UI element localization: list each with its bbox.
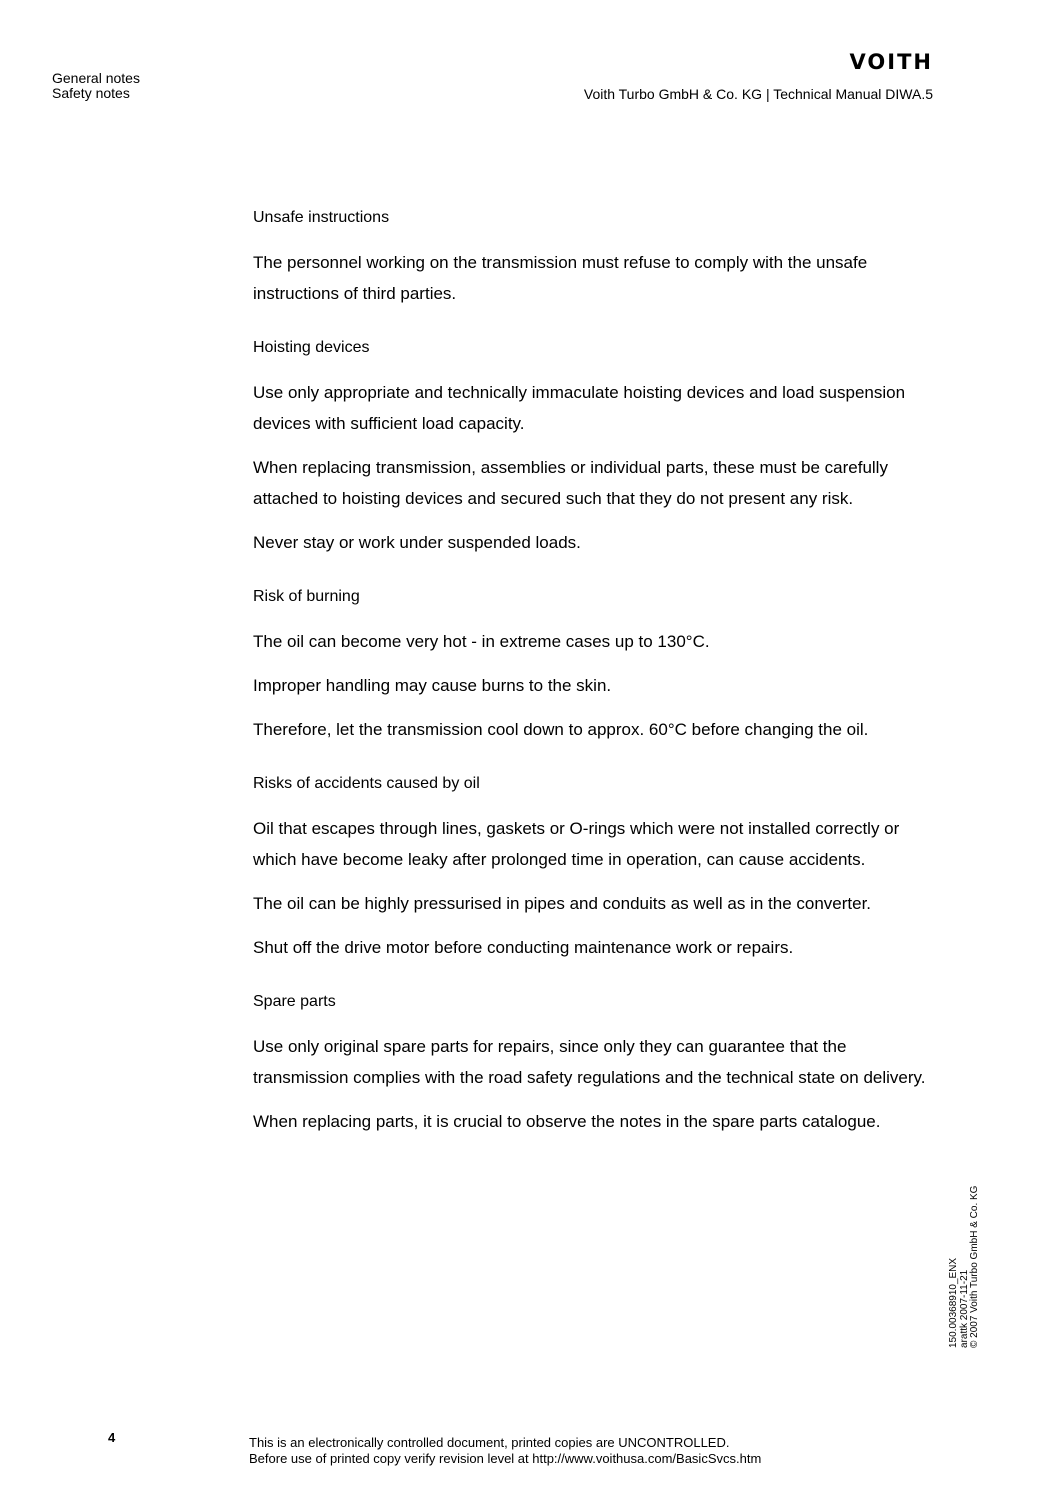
paragraph: The oil can become very hot - in extreme cases up to 130°C. (253, 632, 710, 651)
paragraph: Shut off the drive motor before conducting maintenance work or repairs. (253, 938, 794, 957)
breadcrumb-chapter: General notes (52, 70, 140, 86)
document-title: Voith Turbo GmbH & Co. KG | Technical Manual DIWA.5 (583, 86, 933, 102)
section-heading: Spare parts (253, 993, 336, 1010)
paragraph: The personnel working on the transmission must refuse to comply with the unsafe instructions of third parties. (253, 253, 868, 303)
section-hoisting-devices (253, 336, 943, 558)
document-revision: arattk 2007-11-21 (958, 1269, 970, 1348)
paragraph: Improper handling may cause burns to the skin. (253, 676, 612, 695)
paragraph: Never stay or work under suspended loads. (253, 533, 581, 552)
main-content (253, 206, 943, 1137)
paragraph: When replacing parts, it is crucial to observe the notes in the spare parts catalogue. (253, 1112, 881, 1131)
footer-line: Before use of printed copy verify revision level at http://www.voithusa.com/BasicSvcs.htm (249, 1451, 762, 1466)
breadcrumb (52, 71, 140, 101)
paragraph: When replacing transmission, assemblies or individual parts, these must be carefully attached to hoisting devices and secured such that they do not present any risk. (253, 458, 888, 508)
section-spare-parts (253, 990, 943, 1137)
section-risk-of-burning (253, 585, 943, 745)
breadcrumb-section: Safety notes (52, 85, 130, 101)
voith-logo: VOITH (849, 50, 933, 74)
section-heading: Hoisting devices (253, 339, 370, 356)
paragraph: The oil can be highly pressurised in pipes and conduits as well as in the converter. (253, 894, 872, 913)
section-risks-of-accidents (253, 772, 943, 963)
section-heading: Risk of burning (253, 588, 360, 605)
copyright: © 2007 Voith Turbo GmbH & Co. KG (969, 1185, 980, 1348)
paragraph: Therefore, let the transmission cool down to approx. 60°C before changing the oil. (253, 720, 869, 739)
paragraph: Use only original spare parts for repairs, since only they can guarantee that the transmission complies with the road safety regulations and the technical state on delivery. (253, 1037, 926, 1087)
section-unsafe-instructions (253, 206, 943, 309)
document-id: 150.00368910_ENX (948, 1257, 959, 1348)
page-number: 4 (108, 1430, 116, 1445)
footer-notice (249, 1435, 761, 1467)
document-code (949, 1168, 991, 1348)
paragraph: Use only appropriate and technically immaculate hoisting devices and load suspension devices with sufficient load capacity. (253, 383, 906, 433)
section-heading: Unsafe instructions (253, 209, 390, 226)
footer-line: This is an electronically controlled document, printed copies are UNCONTROLLED. (249, 1435, 730, 1450)
section-heading: Risks of accidents caused by oil (253, 775, 480, 792)
paragraph: Oil that escapes through lines, gaskets or O-rings which were not installed correctly or which have become leaky after prolonged time in operation, can cause accidents. (253, 819, 900, 869)
